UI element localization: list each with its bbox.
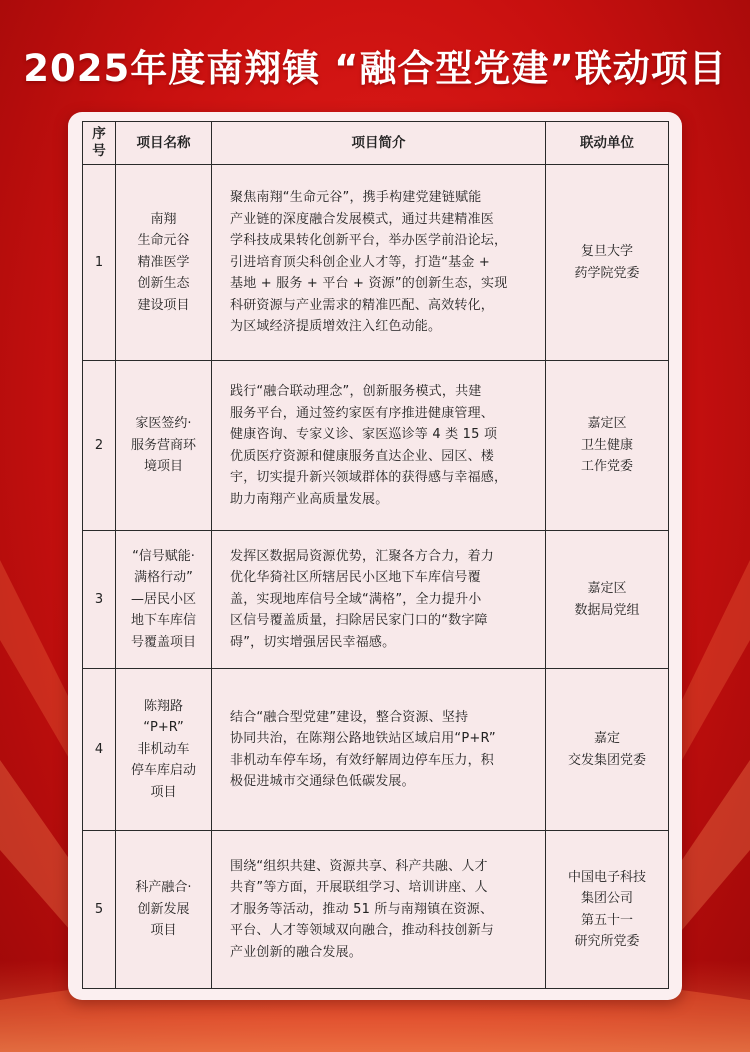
- header-partner-unit: 联动单位: [546, 122, 669, 165]
- row-no: 5: [83, 831, 116, 989]
- row-project-desc: 围绕“组织共建、资源共享、科产共融、人才 共育”等方面，开展联组学习、培训讲座、人 才服务等活动，推动 51 所与南翔镇在资源、 平台、人才等领域双向融合，推动科技创新与 产业创新的融合发展。: [212, 831, 546, 989]
- row-partner-unit: 嘉定区 卫生健康 工作党委: [546, 361, 669, 531]
- row-no: 4: [83, 669, 116, 831]
- project-table: [82, 121, 669, 989]
- row-partner-unit: 嘉定区 数据局党组: [546, 531, 669, 669]
- page-title: 2025年度南翔镇 “融合型党建”联动项目: [23, 47, 727, 90]
- row-project-name: 南翔 生命元谷 精准医学 创新生态 建设项目: [116, 165, 212, 361]
- row-project-desc: 结合“融合型党建”建设，整合资源、坚持 协同共治，在陈翔公路地铁站区域启用“P+R” 非机动车停车场，有效纾解周边停车压力，积 极促进城市交通绿色低碳发展。: [212, 669, 546, 831]
- table-row: [83, 831, 669, 989]
- row-project-name: “信号赋能· 满格行动” —居民小区 地下车库信 号覆盖项目: [116, 531, 212, 669]
- row-partner-unit: 复旦大学 药学院党委: [546, 165, 669, 361]
- table-row: [83, 165, 669, 361]
- row-no: 3: [83, 531, 116, 669]
- row-project-name: 家医签约· 服务营商环 境项目: [116, 361, 212, 531]
- header-no: 序 号: [83, 122, 116, 165]
- table-row: [83, 531, 669, 669]
- table-row: [83, 669, 669, 831]
- row-project-name: 科产融合· 创新发展 项目: [116, 831, 212, 989]
- row-partner-unit: 嘉定 交发集团党委: [546, 669, 669, 831]
- row-no: 1: [83, 165, 116, 361]
- table-row: [83, 361, 669, 531]
- header-project-name: 项目名称: [116, 122, 212, 165]
- row-no: 2: [83, 361, 116, 531]
- row-project-name: 陈翔路 “P+R” 非机动车 停车库启动 项目: [116, 669, 212, 831]
- row-partner-unit: 中国电子科技 集团公司 第五十一 研究所党委: [546, 831, 669, 989]
- project-table-card: [68, 112, 682, 1000]
- row-project-desc: 发挥区数据局资源优势，汇聚各方合力，着力 优化华猗社区所辖居民小区地下车库信号覆 盖，实现地库信号全域“满格”，全力提升小 区信号覆盖质量，扫除居民家门口的“数字障 碍”，切实增强居民幸福感。: [212, 531, 546, 669]
- table-header-row: [83, 122, 669, 165]
- row-project-desc: 践行“融合联动理念”，创新服务模式，共建 服务平台，通过签约家医有序推进健康管理、 健康咨询、专家义诊、家医巡诊等 4 类 15 项 优质医疗资源和健康服务直达企业、园区、楼 宇，切实提升新兴领域群体的获得感与幸福感， 助力南翔产业高质量发展。: [212, 361, 546, 531]
- header-project-desc: 项目简介: [212, 122, 546, 165]
- row-project-desc: 聚焦南翔“生命元谷”，携手构建党建链赋能 产业链的深度融合发展模式，通过共建精准医 学科技成果转化创新平台，举办医学前沿论坛， 引进培育顶尖科创企业人才等，打造“基金 + 基地 + 服务 + 平台 + 资源”的创新生态，实现 科研资源与产业需求的精准匹配、高效转化， 为区域经济提质增效注入红色动能。: [212, 165, 546, 361]
